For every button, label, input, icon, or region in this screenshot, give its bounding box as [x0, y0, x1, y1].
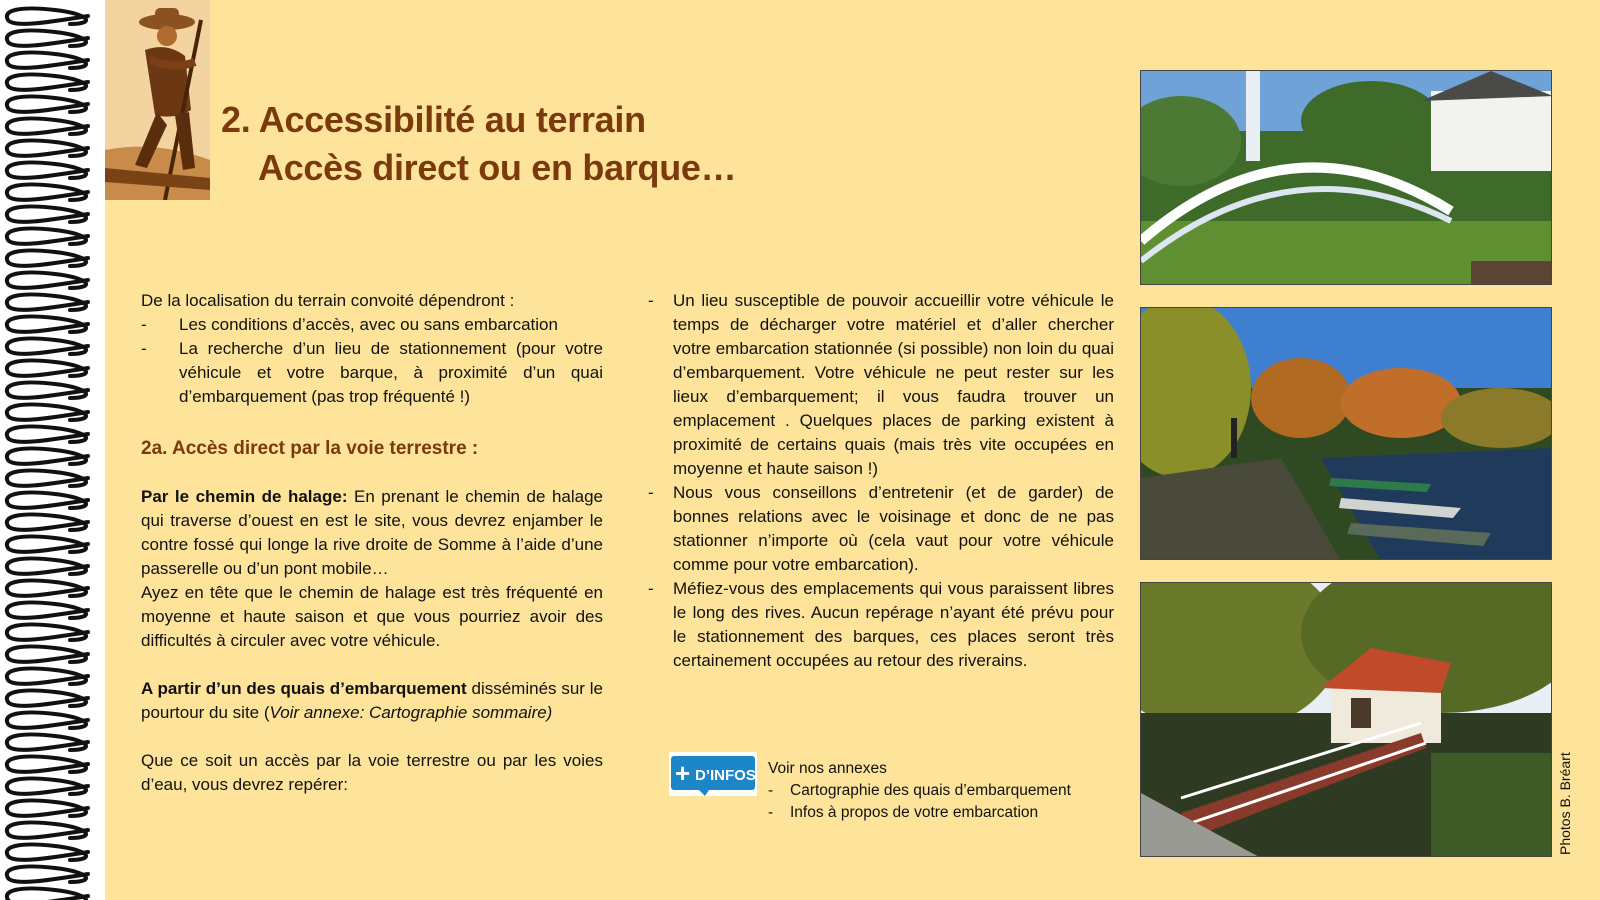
photo-white-footbridge: [1140, 70, 1552, 285]
spiral-ring: [7, 734, 88, 750]
spiral-ring: [7, 756, 88, 772]
spiral-ring: [7, 888, 88, 900]
spiral-ring: [7, 558, 88, 574]
photo-hut-and-footbridge: [1140, 582, 1552, 857]
spiral-ring: [7, 140, 88, 156]
spiral-ring: [7, 206, 88, 222]
spiral-ring: [7, 316, 88, 332]
spiral-ring: [7, 690, 88, 706]
photo-credit: Photos B. Bréart: [1557, 752, 1573, 855]
list-item: - La recherche d’un lieu de stationnement (pour votre véhicule et votre barque, à proximité d’un quai d’embarquement (pas trop fréquenté !): [141, 339, 603, 406]
closing-paragraph: Que ce soit un accès par la voie terrestre ou par les voies d’eau, vous devrez repérer:: [141, 751, 603, 794]
list-item: - Un lieu susceptible de pouvoir accueillir votre véhicule le temps de décharger votre matériel et d’aller chercher votre embarcation stationnée (si possible) non loin du quai d’embarquement. Votre véhicule ne peut rester sur les lieux d’embarquement; il vous faudra trouver un emplacement . Quelques places de parking existent à proximité de certains quais (mais très vite occupées en moyenne et haute saison !): [648, 291, 1114, 478]
plus-infos-badge[interactable]: [669, 752, 757, 796]
spiral-ring: [7, 8, 88, 24]
section-subheading: 2a. Accès direct par la voie terrestre :: [141, 438, 479, 459]
spiral-rings: [0, 0, 105, 900]
annex-link-quais[interactable]: Cartographie des quais d’embarquement: [790, 782, 1071, 799]
spiral-ring: [7, 800, 88, 816]
badge-plus: +: [675, 758, 691, 788]
spiral-ring: [7, 382, 88, 398]
annexes-list: [768, 758, 1071, 824]
spiral-ring: [7, 52, 88, 68]
intro-text: De la localisation du terrain convoité dépendront :: [141, 291, 515, 310]
left-text-column: [141, 289, 603, 797]
plus-infos-icon: [669, 752, 757, 796]
title-line-1: 2. Accessibilité au terrain: [221, 99, 646, 140]
page-title: [221, 96, 736, 192]
spiral-ring: [7, 162, 88, 178]
list-item: - Les conditions d’accès, avec ou sans embarcation: [141, 315, 558, 334]
photo-canal-with-boats: [1140, 307, 1552, 560]
spiral-ring: [7, 250, 88, 266]
spiral-ring: [7, 492, 88, 508]
spiral-binding-decoration: [0, 0, 105, 900]
spiral-ring: [7, 448, 88, 464]
spiral-ring: [7, 360, 88, 376]
badge-label: D’INFOS: [695, 767, 756, 784]
boatman-figure: [105, 0, 210, 200]
spiral-ring: [7, 228, 88, 244]
spiral-ring: [7, 646, 88, 662]
spiral-ring: [7, 514, 88, 530]
spiral-ring: [7, 30, 88, 46]
spiral-ring: [7, 470, 88, 486]
spiral-ring: [7, 580, 88, 596]
list-item-text: Les conditions d’accès, avec ou sans embarcation: [179, 315, 558, 334]
annexes-heading: Voir nos annexes: [768, 760, 887, 777]
spiral-ring: [7, 118, 88, 134]
towpath-paragraph: [141, 485, 603, 581]
middle-text-column: [648, 289, 1114, 673]
towpath-note: Ayez en tête que le chemin de halage est très fréquenté en moyenne et haute saison et que vous pourriez avoir des difficultés à circuler avec votre véhicule.: [141, 583, 603, 650]
list-item[interactable]: - Infos à propos de votre embarcation: [768, 804, 1039, 821]
annex-reference: Voir annexe: Cartographie sommaire): [269, 703, 553, 722]
spiral-ring: [7, 338, 88, 354]
spiral-ring: [7, 404, 88, 420]
annex-link-embarcation[interactable]: Infos à propos de votre embarcation: [790, 804, 1039, 821]
hut-image: [1141, 583, 1552, 857]
spiral-ring: [7, 602, 88, 618]
spiral-ring: [7, 668, 88, 684]
towpath-bold-label: Par le chemin de halage:: [141, 487, 348, 506]
list-item-text: Un lieu susceptible de pouvoir accueillir votre véhicule le temps de décharger votre matériel et d’aller chercher votre embarcation stationnée (si possible) non loin du quai d’embarquement. Votre véhicule ne peut rester sur les lieux d’embarquement; il vous faudra trouver un emplacement . Quelques places de parking existent à proximité de certains quais (mais très vite occupées en moyenne et haute saison !): [673, 291, 1114, 478]
spiral-ring: [7, 866, 88, 882]
footbridge-image: [1141, 71, 1552, 285]
list-item-text: La recherche d’un lieu de stationnement (pour votre véhicule et votre barque, à proximité d’un quai d’embarquement (pas trop fréquenté !): [179, 339, 603, 406]
quay-paragraph: [141, 677, 603, 725]
list-item: - Méfiez-vous des emplacements qui vous paraissent libres le long des rives. Aucun repérage n’ayant été prévu pour le stationnement des barques, ces places seront très certainement occupées au retour des riverains.: [648, 579, 1114, 670]
spiral-ring: [7, 272, 88, 288]
spiral-ring: [7, 712, 88, 728]
canal-image: [1141, 308, 1552, 560]
quay-text: disséminés sur le pourtour du site (: [141, 679, 603, 722]
list-item: - Nous vous conseillons d’entretenir (et de garder) de bonnes relations avec le voisinage et donc de ne pas stationner n’importe où (cela vaut pour votre véhicule comme pour votre embarcation).: [648, 483, 1114, 574]
spiral-ring: [7, 184, 88, 200]
spiral-ring: [7, 822, 88, 838]
quay-bold-label: A partir d’un des quais d’embarquement: [141, 679, 467, 698]
list-item-text: Méfiez-vous des emplacements qui vous paraissent libres le long des rives. Aucun repérage n’ayant été prévu pour le stationnement des barques, ces places seront très certainement occupées au retour des riverains.: [673, 579, 1114, 670]
boatman-illustration: [105, 0, 210, 200]
badge-tail: [699, 790, 709, 796]
spiral-ring: [7, 624, 88, 640]
title-line-2: Accès direct ou en barque…: [258, 147, 737, 188]
spiral-ring: [7, 778, 88, 794]
spiral-ring: [7, 96, 88, 112]
spiral-ring: [7, 426, 88, 442]
spiral-ring: [7, 844, 88, 860]
list-item[interactable]: - Cartographie des quais d’embarquement: [768, 782, 1071, 799]
spiral-ring: [7, 74, 88, 90]
towpath-text: En prenant le chemin de halage qui traverse d’ouest en est le site, vous devrez enjamber le contre fossé qui longe la rive droite de Somme à l’aide d’une passerelle ou d’un pont mobile…: [141, 487, 603, 578]
spiral-ring: [7, 536, 88, 552]
list-item-text: Nous vous conseillons d’entretenir (et de garder) de bonnes relations avec le voisinage et donc de ne pas stationner n’importe où (cela vaut pour votre véhicule comme pour votre embarcation).: [673, 483, 1114, 574]
spiral-ring: [7, 294, 88, 310]
